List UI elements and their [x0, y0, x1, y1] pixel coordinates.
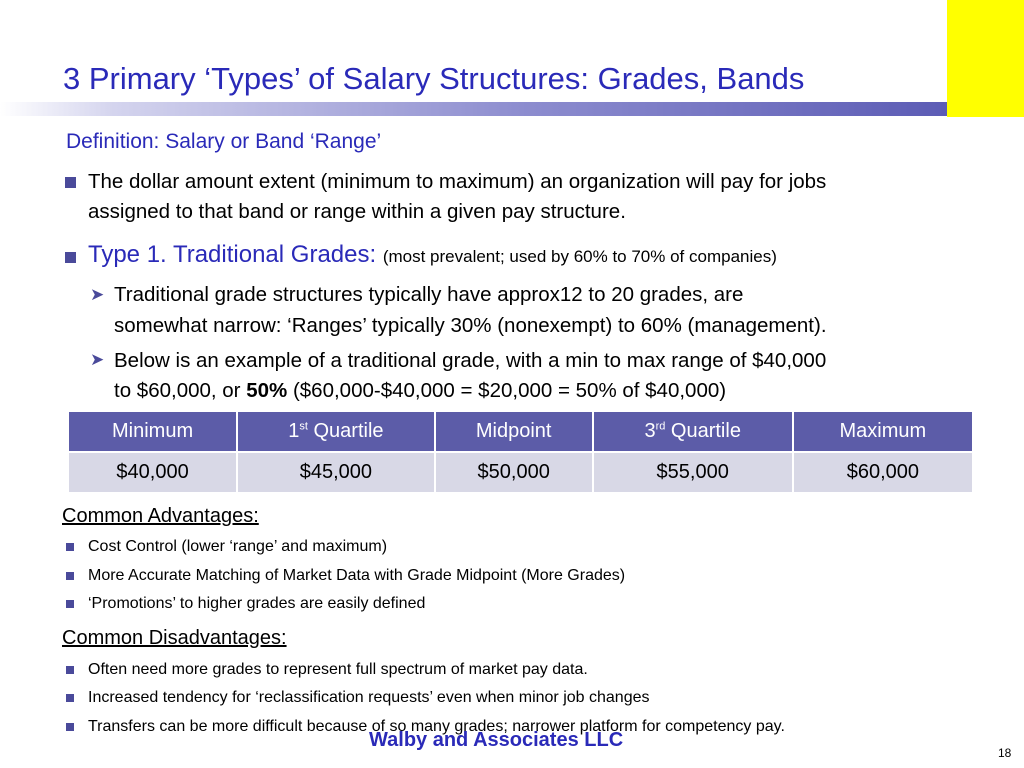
list-item: Transfers can be more difficult because of so many grades; narrower platform for competency pay.	[88, 718, 785, 735]
table-header-row	[69, 412, 972, 451]
square-bullet-icon	[66, 572, 74, 580]
disadvantages-heading: Common Disadvantages:	[62, 627, 287, 649]
slide-title: 3 Primary ‘Types’ of Salary Structures: Grades, Bands	[63, 61, 805, 96]
type1-sub1-line-1: Traditional grade structures typically have approx12 to 20 grades, are	[114, 283, 744, 306]
square-bullet-icon	[66, 600, 74, 608]
yellow-accent-box	[947, 0, 1024, 117]
footer-company-name: Walby and Associates LLC	[369, 729, 624, 751]
title-gradient-rule	[0, 102, 947, 116]
header-minimum: Minimum	[69, 412, 236, 451]
type1-sub1-line-2: somewhat narrow: ‘Ranges’ typically 30% (nonexempt) to 60% (management).	[114, 314, 827, 337]
list-item: Cost Control (lower ‘range’ and maximum)	[88, 538, 388, 555]
square-bullet-icon	[65, 252, 76, 263]
cell-midpoint: $50,000	[436, 453, 592, 492]
definition-line-2: assigned to that band or range within a given pay structure.	[88, 200, 626, 223]
salary-range-table	[67, 410, 974, 494]
definition-line-1: The dollar amount extent (minimum to maximum) an organization will pay for jobs	[88, 170, 827, 193]
page-number: 18	[998, 746, 1012, 760]
header-maximum: Maximum	[794, 412, 972, 451]
cell-first-quartile: $45,000	[238, 453, 434, 492]
square-bullet-icon	[65, 177, 76, 188]
arrow-bullet-icon: ➤	[90, 285, 105, 304]
type1-note: (most prevalent; used by 60% to 70% of companies)	[382, 247, 777, 266]
cell-minimum: $40,000	[69, 453, 236, 492]
sub2-line2-bold: 50%	[246, 379, 288, 402]
square-bullet-icon	[66, 666, 74, 674]
header-first-quartile: 1st Quartile	[238, 412, 434, 451]
header-third-quartile: 3rd Quartile	[594, 412, 792, 451]
arrow-bullet-icon: ➤	[90, 350, 105, 369]
list-item: Increased tendency for ‘reclassification requests’ even when minor job changes	[88, 689, 650, 706]
table-row	[69, 453, 972, 492]
square-bullet-icon	[66, 543, 74, 551]
cell-maximum: $60,000	[794, 453, 972, 492]
square-bullet-icon	[66, 694, 74, 702]
cell-third-quartile: $55,000	[594, 453, 792, 492]
sub2-line2-end: ($60,000-$40,000 = $20,000 = 50% of $40,000)	[292, 379, 727, 402]
list-item: More Accurate Matching of Market Data with Grade Midpoint (More Grades)	[88, 567, 626, 584]
type1-heading-row	[88, 241, 777, 269]
type1-heading: Type 1. Traditional Grades:	[88, 241, 377, 268]
type1-sub2-line-2	[114, 376, 726, 406]
square-bullet-icon	[66, 723, 74, 731]
list-item: ‘Promotions’ to higher grades are easily defined	[88, 595, 426, 612]
advantages-heading: Common Advantages:	[62, 505, 259, 527]
header-midpoint: Midpoint	[436, 412, 592, 451]
sub2-line2-start: to $60,000, or	[114, 379, 241, 402]
type1-sub2-line-1: Below is an example of a traditional grade, with a min to max range of $40,000	[114, 349, 827, 372]
list-item: Often need more grades to represent full spectrum of market pay data.	[88, 661, 588, 678]
definition-subheading: Definition: Salary or Band ‘Range’	[66, 130, 382, 153]
